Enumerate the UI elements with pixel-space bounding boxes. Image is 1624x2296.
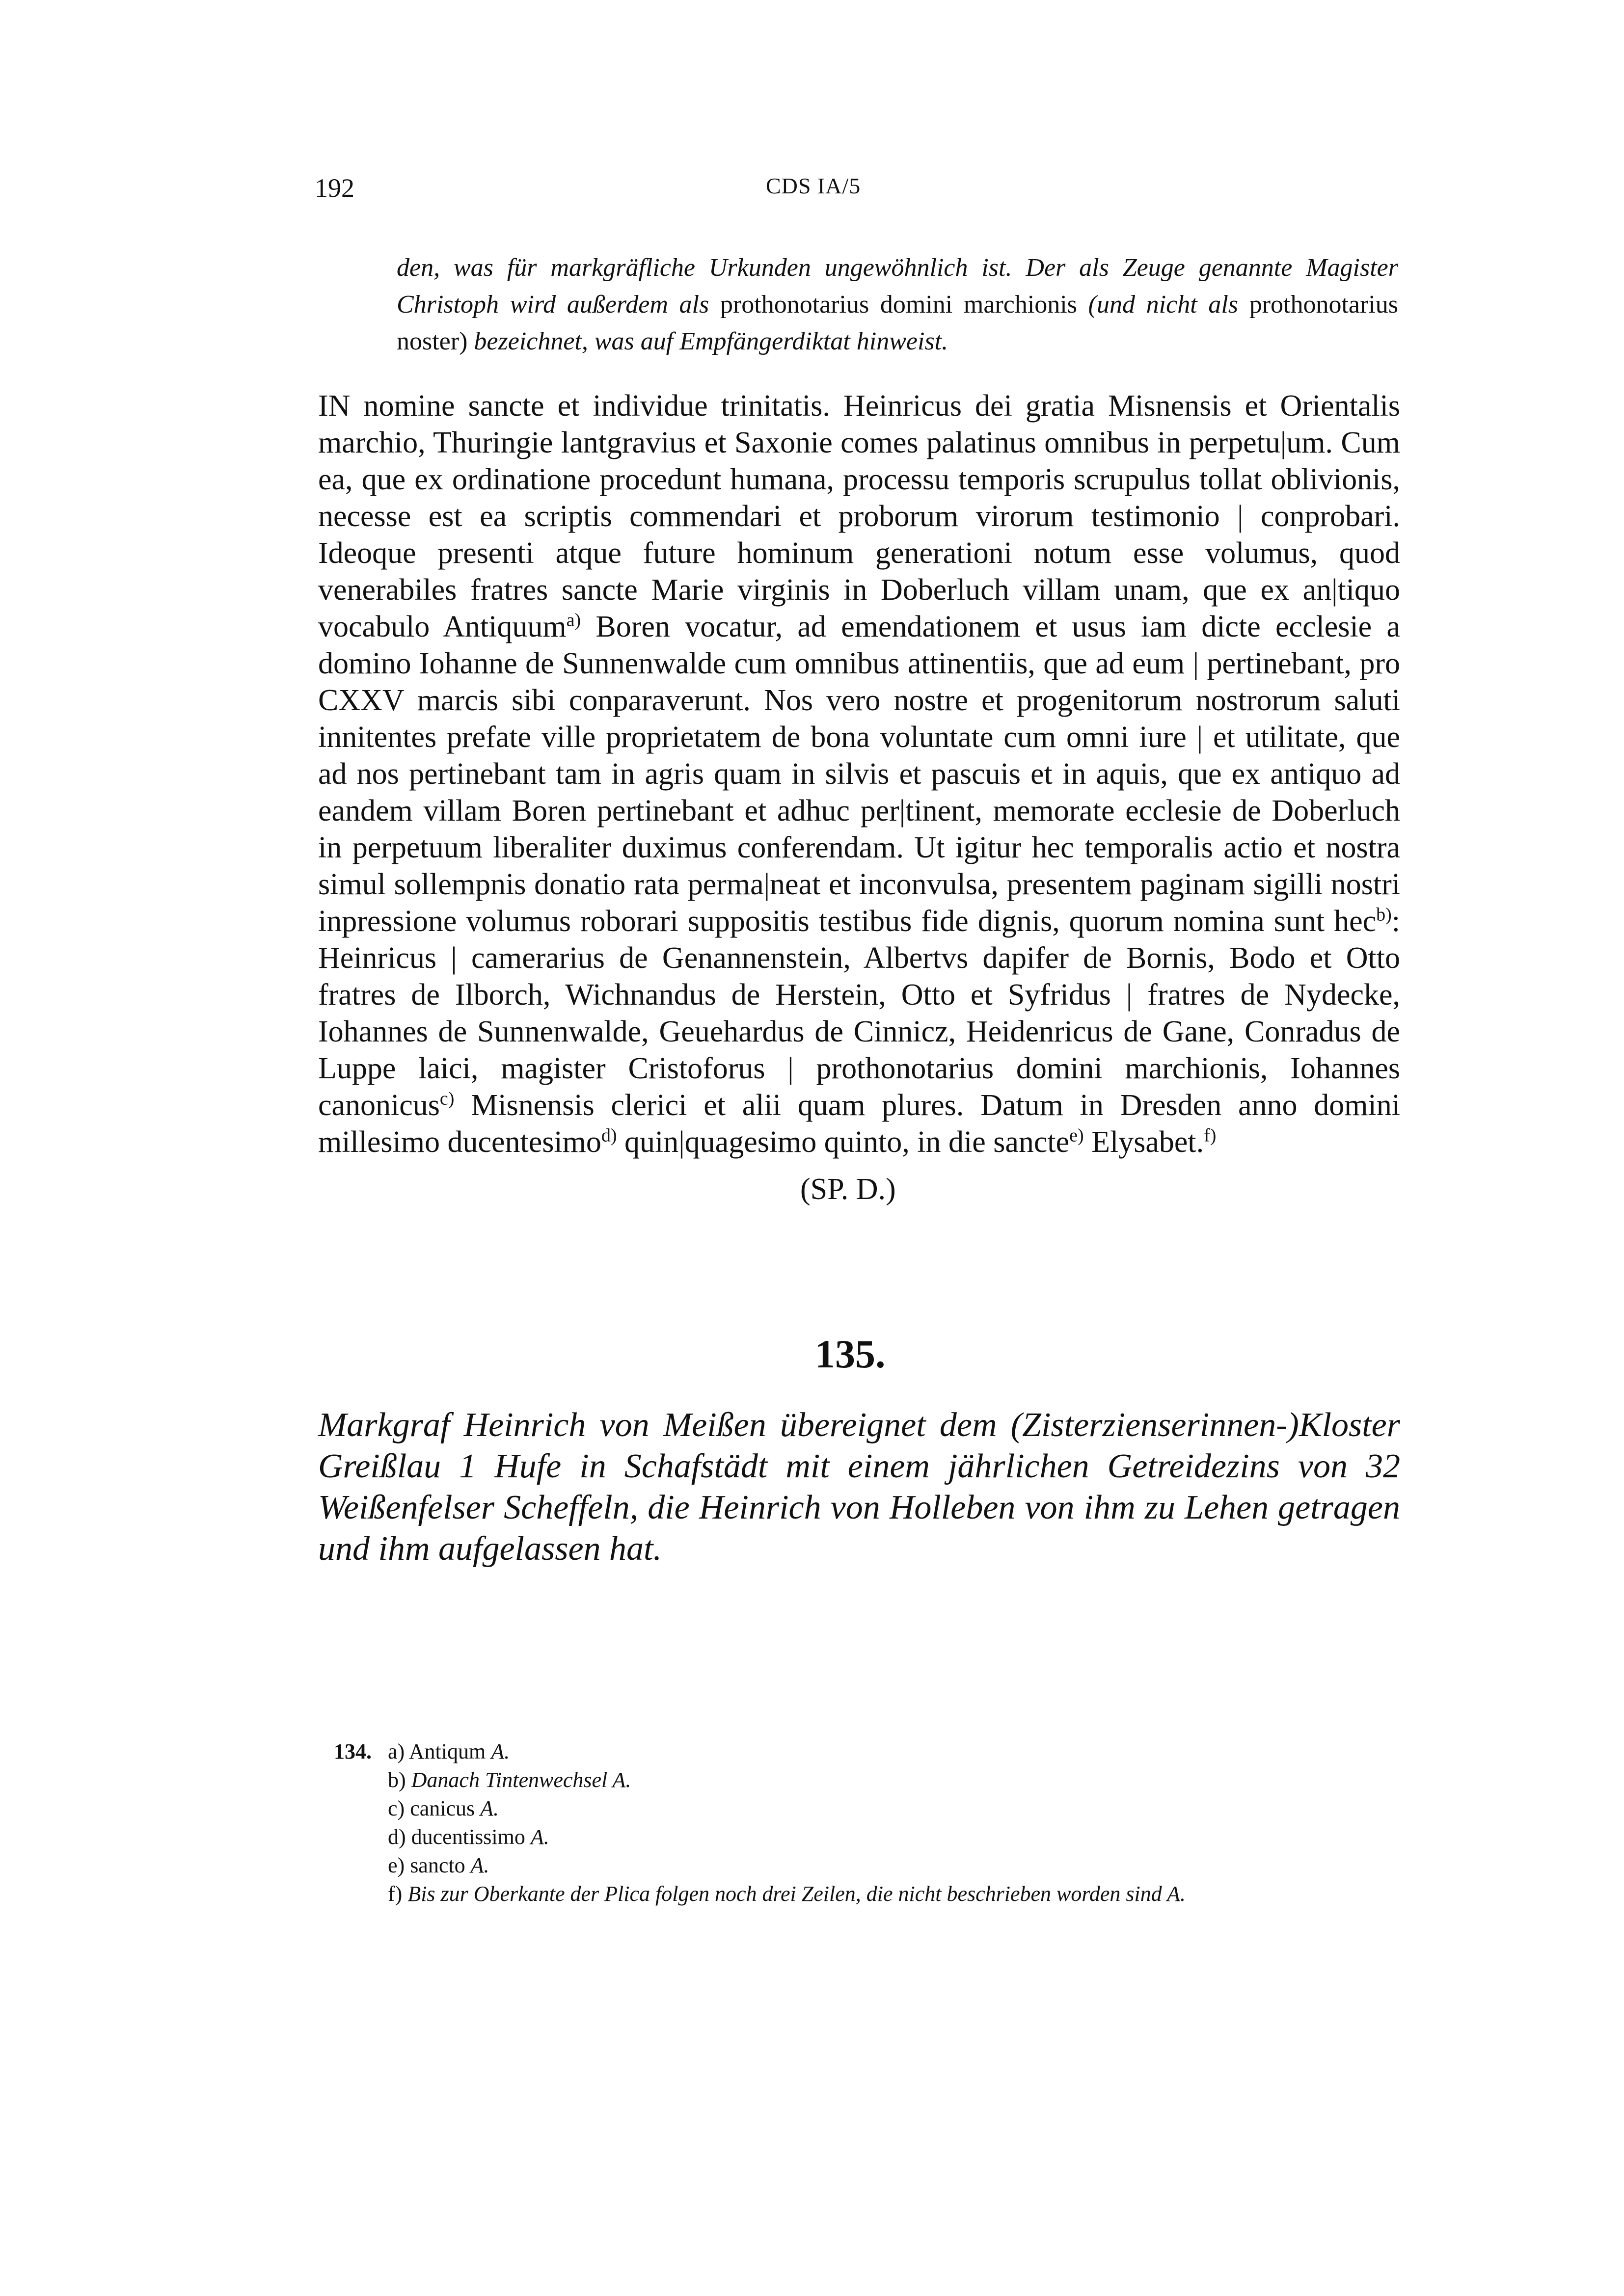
note-marker: d): [601, 1125, 617, 1146]
footnote-text: canicus: [410, 1796, 481, 1820]
footnote-label: a): [388, 1739, 405, 1763]
note-marker: c): [439, 1088, 455, 1109]
footnotes: [334, 1737, 1186, 1908]
intro-commentary: [397, 249, 1398, 360]
charter-segment: Elysabet.: [1083, 1125, 1204, 1159]
footnote: [388, 1766, 1186, 1794]
running-head: CDS IA/5: [766, 173, 861, 198]
footnote-doc-ref: 134.: [334, 1739, 372, 1763]
footnote: [388, 1794, 1186, 1823]
charter-segment: Misnensis clerici et alii quam plures. Datum in Dresden anno domini millesimo ducentesimo: [318, 1089, 1400, 1159]
note-marker: f): [1204, 1125, 1217, 1146]
footnote-text: ducentissimo: [411, 1825, 531, 1849]
footnote-label: b): [388, 1768, 406, 1792]
footnote-label: c): [388, 1796, 405, 1820]
footnote-text: Bis zur Oberkante der Plica folgen noch drei Zeilen, die nicht beschrieben worden sind A.: [407, 1882, 1186, 1906]
footnote-label: f): [388, 1882, 403, 1906]
intro-quote: prothonotarius noster): [397, 291, 1399, 355]
footnote-siglum: A.: [530, 1825, 549, 1849]
footnote-label: d): [388, 1825, 406, 1849]
note-marker: e): [1069, 1125, 1084, 1146]
footnote-siglum: A.: [470, 1853, 489, 1877]
footnote-text: sancto: [410, 1853, 471, 1877]
intro-text: den, was für markgräfliche Urkunden ungewöhnlich ist. Der als Zeuge genannte Magister Christoph wird außerdem als: [397, 254, 1398, 319]
document-number: 135.: [815, 1332, 886, 1376]
intro-text: (und nicht als: [1077, 291, 1249, 319]
footnote-label: e): [388, 1853, 405, 1877]
regest-heading: Markgraf Heinrich von Meißen übereignet dem (Zisterzienserinnen-)Kloster Greißlau 1 Hufe in Schafstädt mit einem jährlichen Getreidezins von 32 Weißenfelser Scheffeln, die Heinrich von Holleben von ihm zu Lehen getragen und ihm aufgelassen hat.: [318, 1406, 1400, 1568]
footnote: [334, 1737, 1186, 1766]
charter-segment: quin|quagesimo quinto, in die sancte: [617, 1125, 1070, 1159]
charter-text: [318, 388, 1400, 1161]
note-marker: a): [566, 610, 581, 631]
footnote-text: Antiqum: [408, 1739, 491, 1763]
footnote-siglum: A.: [480, 1796, 499, 1820]
footnote-text: Danach Tintenwechsel A.: [411, 1768, 631, 1792]
page-number: 192: [315, 173, 354, 203]
footnote-siglum: A.: [491, 1739, 510, 1763]
footnote: [388, 1880, 1186, 1908]
charter-segment: IN nomine sancte et individue trinitatis. Heinricus dei gratia Misnensis et Orientalis marchio, Thuringie lantgravius et Saxonie comes palatinus omnibus in perpetu|um. Cum ea, que ex ordinatione procedunt humana, processu temporis scrupulus tollat oblivionis, necesse est ea scriptis commendari et proborum virorum testimonio | conprobari. Ideoque presenti atque future hominum generationi notum esse volumus, quod venerabiles fratres sancte Marie virginis in Doberluch villam unam, que ex an|tiquo vocabulo Antiquum: [318, 389, 1400, 643]
charter-segment: : Heinricus | camerarius de Genannenstein, Albertvs dapifer de Bornis, Bodo et Otto fratres de Ilborch, Wichnandus de Herstein, Otto et Syfridus | fratres de Nydecke, Iohannes de Sunnenwalde, Geuehardus de Cinnicz, Heidenricus de Gane, Conradus de Luppe laici, magister Cristoforus | prothonotarius domini marchionis, Iohannes canonicus: [318, 905, 1400, 1122]
intro-text: bezeichnet, was auf Empfängerdiktat hinweist.: [467, 327, 948, 355]
footnote: [388, 1823, 1186, 1851]
note-marker: b): [1376, 904, 1392, 925]
seal-note: (SP. D.): [800, 1173, 896, 1206]
charter-segment: Boren vocatur, ad emendationem et usus iam dicte ecclesie a domino Iohanne de Sunnenwalde cum omnibus attinentiis, que ad eum | pertinebant, pro CXXV marcis sibi conparaverunt. Nos vero nostre et progenitorum nostrorum saluti innitentes prefate ville proprietatem de bona voluntate cum omni iure | et utilitate, que ad nos pertinebant tam in agris quam in silvis et pascuis et in aquis, que ex antiquo ad eandem villam Boren pertinebant et adhuc per|tinent, memorate ecclesie de Doberluch in perpetuum liberaliter duximus conferendam. Ut igitur hec temporalis actio et nostra simul sollempnis donatio rata perma|neat et inconvulsa, presentem paginam sigilli nostri inpressione volumus roborari suppositis testibus fide dignis, quorum nomina sunt hec: [318, 610, 1400, 938]
footnote: [388, 1851, 1186, 1880]
intro-quote: prothonotarius domini marchionis: [720, 291, 1077, 319]
